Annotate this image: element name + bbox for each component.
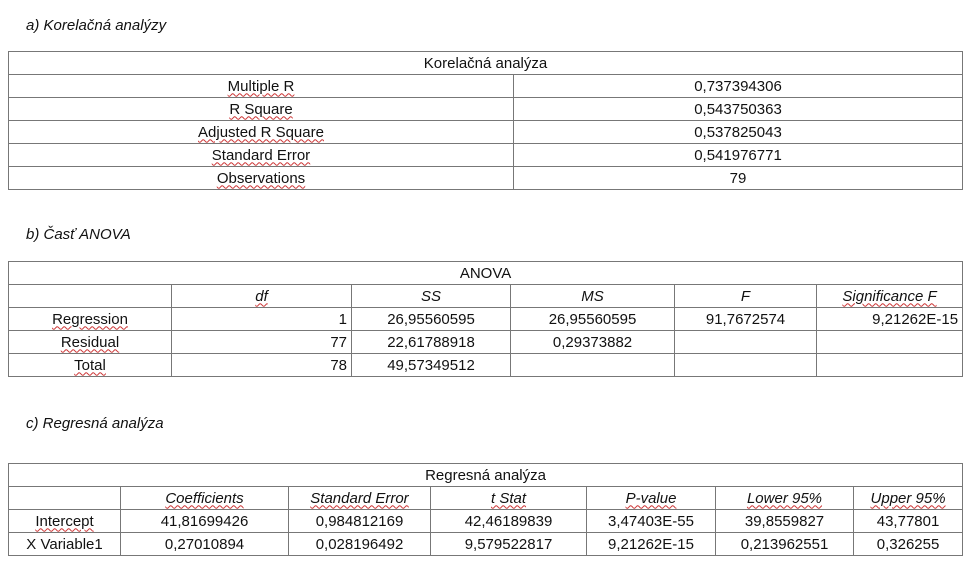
cell-coef: 0,27010894 xyxy=(121,533,289,556)
table-title-row xyxy=(9,464,963,487)
cell-ms: 0,29373882 xyxy=(511,331,675,354)
cell-ms: 26,95560595 xyxy=(511,308,675,331)
cell-f xyxy=(675,331,817,354)
header-significance-f: Significance F xyxy=(842,287,937,305)
row-label: R Square xyxy=(229,100,293,118)
header-f: F xyxy=(675,285,817,308)
row-value: 0,737394306 xyxy=(514,75,963,98)
section-a-title: a) Korelačná analýzy xyxy=(26,17,167,34)
table-row xyxy=(9,121,963,144)
cell-ss: 26,95560595 xyxy=(352,308,511,331)
cell-sig xyxy=(817,354,963,377)
cell-ss: 22,61788918 xyxy=(352,331,511,354)
table-row xyxy=(9,510,963,533)
table-row xyxy=(9,144,963,167)
section-c-title: c) Regresná analýza xyxy=(26,415,164,432)
cell-f xyxy=(675,354,817,377)
header-df: df xyxy=(255,287,268,305)
table-row xyxy=(9,354,963,377)
table-title-row xyxy=(9,52,963,75)
regression-table-title: Regresná analýza xyxy=(9,464,963,487)
row-label: Multiple R xyxy=(227,77,295,95)
cell-upper: 43,77801 xyxy=(854,510,963,533)
row-label: Standard Error xyxy=(211,146,311,164)
cell-df: 78 xyxy=(172,354,352,377)
cell-p: 3,47403E-55 xyxy=(587,510,716,533)
row-value: 79 xyxy=(514,167,963,190)
table-title-row xyxy=(9,262,963,285)
cell-se: 0,984812169 xyxy=(289,510,431,533)
table-row xyxy=(9,167,963,190)
cell-sig: 9,21262E-15 xyxy=(817,308,963,331)
row-value: 0,537825043 xyxy=(514,121,963,144)
row-label: X Variable1 xyxy=(9,533,121,556)
table-row xyxy=(9,75,963,98)
section-b-title: b) Časť ANOVA xyxy=(26,226,131,243)
header-p-value: P-value xyxy=(625,489,677,507)
row-label: Observations xyxy=(216,169,306,187)
table-row xyxy=(9,308,963,331)
header-ms: MS xyxy=(511,285,675,308)
row-label: Intercept xyxy=(35,512,94,530)
regression-table xyxy=(8,463,963,556)
cell-ss: 49,57349512 xyxy=(352,354,511,377)
row-value: 0,543750363 xyxy=(514,98,963,121)
cell-sig xyxy=(817,331,963,354)
cell-f: 91,7672574 xyxy=(675,308,817,331)
row-label: Total xyxy=(74,356,106,374)
correlation-table-title: Korelačná analýza xyxy=(9,52,963,75)
row-label: Regression xyxy=(52,310,128,328)
cell-t: 42,46189839 xyxy=(431,510,587,533)
anova-table xyxy=(8,261,963,377)
table-row xyxy=(9,533,963,556)
header-upper-95: Upper 95% xyxy=(870,489,946,507)
cell-t: 9,579522817 xyxy=(431,533,587,556)
table-row xyxy=(9,331,963,354)
table-row xyxy=(9,98,963,121)
header-ss: SS xyxy=(352,285,511,308)
table-header-row xyxy=(9,487,963,510)
row-label: Adjusted R Square xyxy=(198,123,324,141)
header-coefficients: Coefficients xyxy=(165,489,244,507)
cell-lower: 0,213962551 xyxy=(716,533,854,556)
table-header-row xyxy=(9,285,963,308)
cell-upper: 0,326255 xyxy=(854,533,963,556)
header-standard-error: Standard Error xyxy=(310,489,409,507)
cell-ms xyxy=(511,354,675,377)
cell-lower: 39,8559827 xyxy=(716,510,854,533)
row-label: Residual xyxy=(60,333,120,351)
cell-df: 77 xyxy=(172,331,352,354)
cell-p: 9,21262E-15 xyxy=(587,533,716,556)
header-lower-95: Lower 95% xyxy=(746,489,823,507)
anova-table-title: ANOVA xyxy=(9,262,963,285)
row-value: 0,541976771 xyxy=(514,144,963,167)
cell-se: 0,028196492 xyxy=(289,533,431,556)
cell-coef: 41,81699426 xyxy=(121,510,289,533)
header-t-stat: t Stat xyxy=(490,489,527,507)
correlation-table xyxy=(8,51,963,190)
empty-header-cell xyxy=(9,487,121,510)
empty-header-cell xyxy=(9,285,172,308)
cell-df: 1 xyxy=(172,308,352,331)
